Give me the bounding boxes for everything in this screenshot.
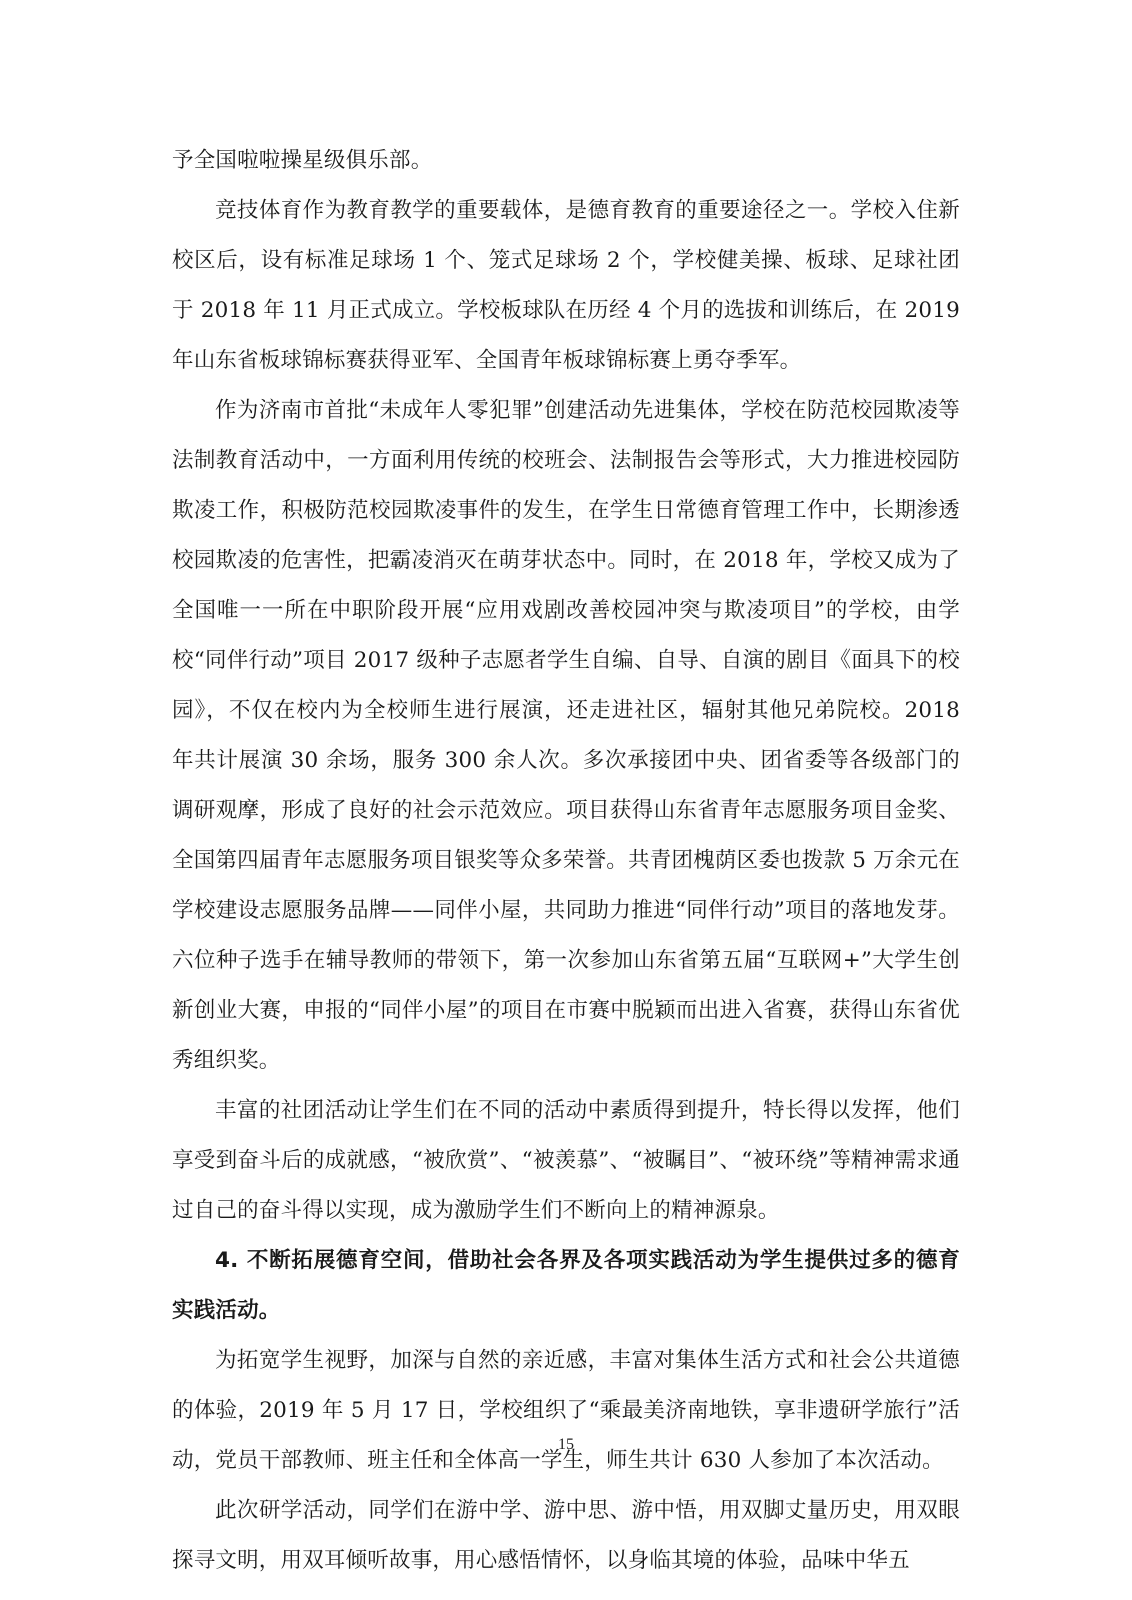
paragraph-study-activity: 此次研学活动，同学们在游中学、游中思、游中悟，用双脚丈量历史，用双眼探寻文明，用双耳倾听故事，用心感悟情怀，以身临其境的体验，品味中华五 <box>172 1498 960 1573</box>
paragraph-continuation: 予全国啦啦操星级俱乐部。 <box>172 148 433 173</box>
paragraph-anti-bullying: 作为济南市首批“未成年人零犯罪”创建活动先进集体，学校在防范校园欺凌等法制教育活动中，一方面利用传统的校班会、法制报告会等形式，大力推进校园防欺凌工作，积极防范校园欺凌事件的发生，在学生日常德育管理工作中，长期渗透校园欺凌的危害性，把霸凌消灭在萌芽状态中。同时，在 2018 年，学校又成为了全国唯一一所在中职阶段开展“应用戏剧改善校园冲突与欺凌项目”的学校，由学校“同伴行动”项目 2017 级种子志愿者学生自编、自导、自演的剧目《面具下的校园》，不仅在校内为全校师生进行展演，还走进社区，辐射其他兄弟院校。2018 年共计展演 30 余场，服务 300 余人次。多次承接团中央、团省委等各级部门的调研观摩，形成了良好的社会示范效应。项目获得山东省青年志愿服务项目金奖、全国第四届青年志愿服务项目银奖等众多荣誉。共青团槐荫区委也拨款 5 万余元在学校建设志愿服务品牌——同伴小屋，共同助力推进“同伴行动”项目的落地发芽。六位种子选手在辅导教师的带领下，第一次参加山东省第五届“互联网+”大学生创新创业大赛，申报的“同伴小屋”的项目在市赛中脱颖而出进入省赛，获得山东省优秀组织奖。 <box>172 398 960 1073</box>
page-number: 15 <box>558 1436 574 1453</box>
paragraph-study-tour: 为拓宽学生视野，加深与自然的亲近感，丰富对集体生活方式和社会公共道德的体验，2019 年 5 月 17 日，学校组织了“乘最美济南地铁，享非遗研学旅行”活动，党员干部教师、班主任和全体高一学生，师生共计 630 人参加了本次活动。 <box>172 1348 960 1473</box>
document-body <box>172 136 960 1586</box>
section-heading: 4. 不断拓展德育空间，借助社会各界及各项实践活动为学生提供过多的德育实践活动。 <box>172 1248 960 1323</box>
paragraph-competitive-sports: 竞技体育作为教育教学的重要载体，是德育教育的重要途径之一。学校入住新校区后，设有标准足球场 1 个、笼式足球场 2 个，学校健美操、板球、足球社团于 2018 年 11 月正式成立。学校板球队在历经 4 个月的选拔和训练后，在 2019 年山东省板球锦标赛获得亚军、全国青年板球锦标赛上勇夺季军。 <box>172 198 960 373</box>
paragraph-club-activities: 丰富的社团活动让学生们在不同的活动中素质得到提升，特长得以发挥，他们享受到奋斗后的成就感，“被欣赏”、“被羡慕”、“被瞩目”、“被环绕”等精神需求通过自己的奋斗得以实现，成为激励学生们不断向上的精神源泉。 <box>172 1098 960 1223</box>
